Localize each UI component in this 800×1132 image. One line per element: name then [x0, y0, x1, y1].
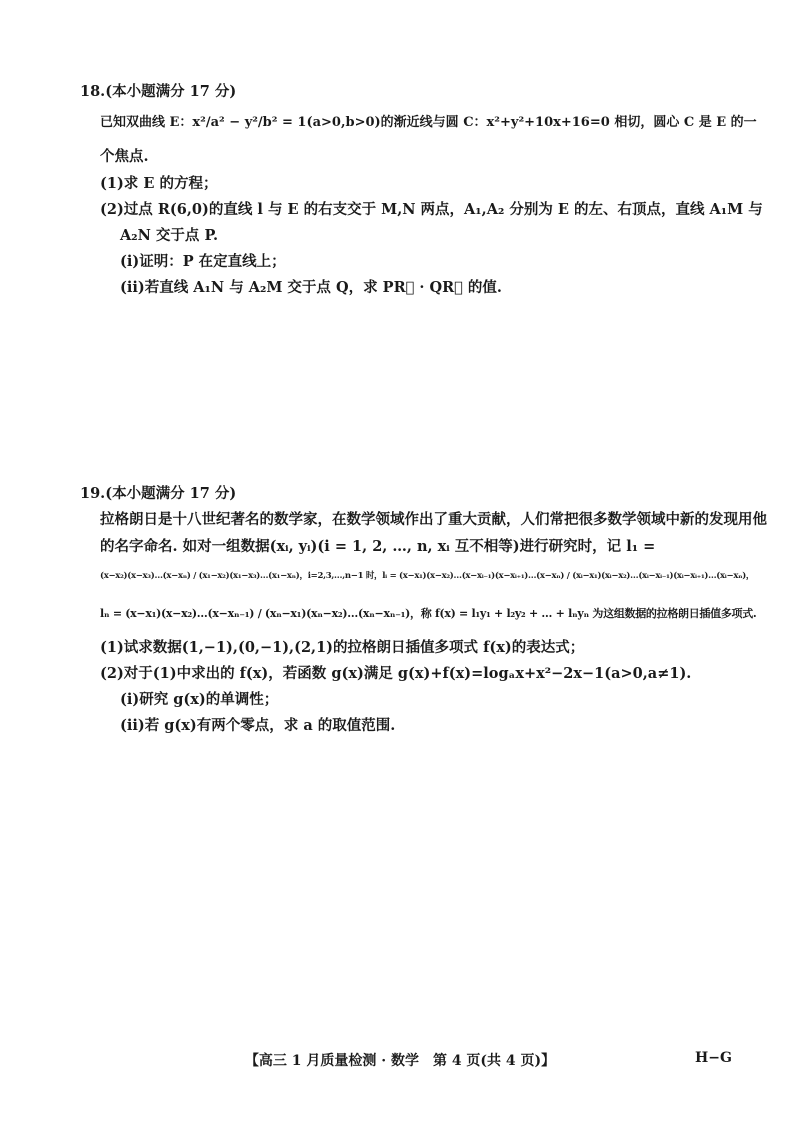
q18-sub2: (ⅱ)若直线 A₁N 与 A₂M 交于点 Q，求 PR⃗ · QR⃗ 的值.	[120, 279, 502, 296]
q18-line1: 已知双曲线 E：x²/a² − y²/b² = 1(a>0,b>0)的渐近线与圆 C：x²+y²+10x+16=0 相切，圆心 C 是 E 的一	[100, 115, 757, 130]
q18-part1: (1)求 E 的方程；	[100, 175, 218, 192]
q19-line2: 的名字命名. 如对一组数据(xᵢ, yᵢ)(i = 1, 2, …, n, xᵢ 互不相等)进行研究时，记 l₁ =	[100, 538, 656, 555]
q19-header: 19.(本小题满分 17 分)	[80, 485, 237, 502]
q19-sub2: (ⅱ)若 g(x)有两个零点，求 a 的取值范围.	[120, 717, 396, 734]
q19-sub1: (ⅰ)研究 g(x)的单调性；	[120, 691, 279, 708]
q19-part1: (1)试求数据(1,−1),(0,−1),(2,1)的拉格朗日插值多项式 f(x)的表达式；	[100, 639, 585, 656]
q18-part2b: A₂N 交于点 P.	[120, 227, 219, 244]
q18-part2a: (2)过点 R(6,0)的直线 l 与 E 的右支交于 M,N 两点，A₁,A₂ 分别为 E 的左、右顶点，直线 A₁M 与	[100, 201, 763, 218]
paper-code: H−G	[695, 1050, 732, 1066]
q19-line3: (x−x₂)(x−x₃)…(x−xₙ) / (x₁−x₂)(x₁−x₃)…(x₁−xₙ)，i=2,3,…,n−1 时，lᵢ = (x−x₁)(x−x₂)…(x−xᵢ₋₁)(x−xᵢ₊₁)…(x−xₙ) / (xᵢ−x₁)(xᵢ−x₂)…(xᵢ−xᵢ₋₁)(xᵢ−xᵢ₊₁)…(xᵢ−xₙ)，	[100, 571, 755, 581]
q18-sub1: (ⅰ)证明：P 在定直线上；	[120, 253, 286, 270]
q18-header: 18.(本小题满分 17 分)	[80, 83, 237, 100]
q19-part2: (2)对于(1)中求出的 f(x)，若函数 g(x)满足 g(x)+f(x)=logₐx+x²−2x−1(a>0,a≠1).	[100, 665, 692, 682]
q18-line2: 个焦点.	[100, 148, 149, 165]
q19-line4: lₙ = (x−x₁)(x−x₂)…(x−xₙ₋₁) / (xₙ−x₁)(xₙ−x₂)…(xₙ−xₙ₋₁)，称 f(x) = l₁y₁ + l₂y₂ + … + lₙyₙ 为这组数据的拉格朗日插值多项式.	[100, 607, 757, 620]
page-footer: 【高三 1 月质量检测 · 数学 第 4 页(共 4 页)】	[244, 1053, 556, 1069]
q19-line1: 拉格朗日是十八世纪著名的数学家，在数学领域作出了重大贡献，人们常把很多数学领域中新的发现用他	[100, 511, 767, 528]
